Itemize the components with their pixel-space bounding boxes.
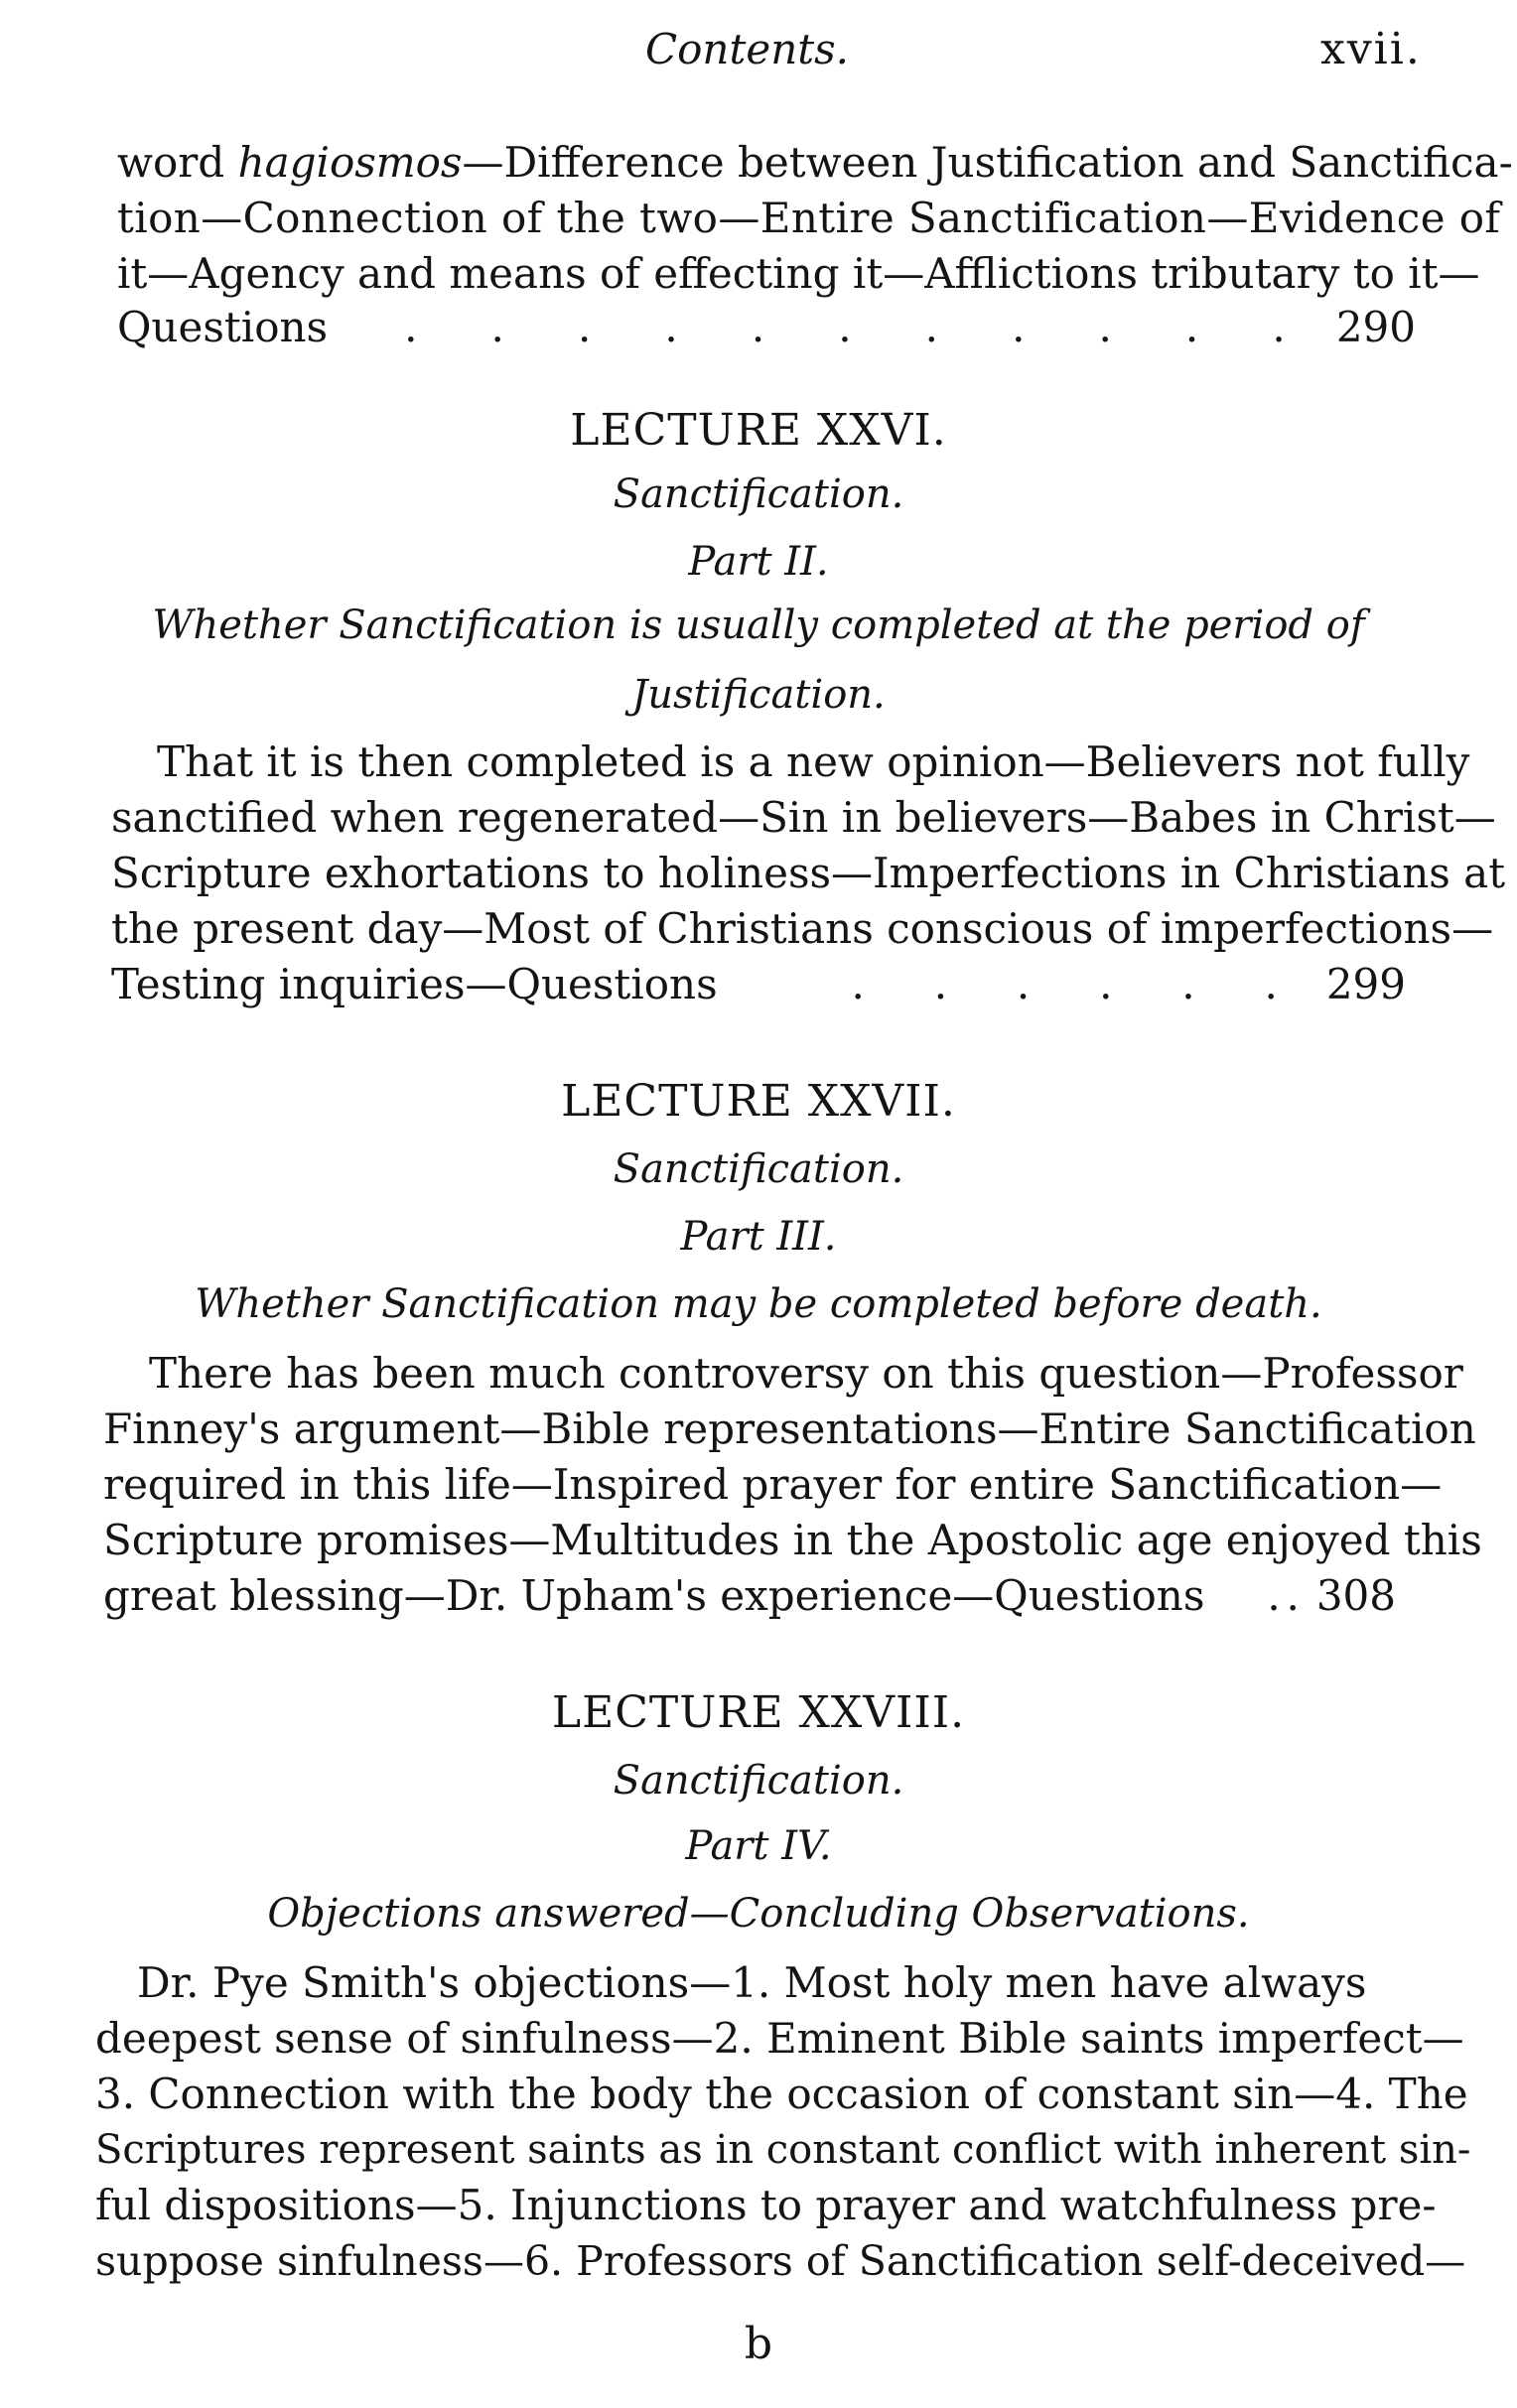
lecture-27-subject: Sanctification. bbox=[613, 1146, 904, 1192]
page-number: xvii. bbox=[1320, 24, 1422, 74]
lecture-26-part: Part II. bbox=[688, 539, 829, 585]
lecture-28-summary-3: 3. Connection with the body the occasion of constant sin—4. The bbox=[95, 2070, 1468, 2118]
lecture-28-heading: LECTURE XXVIII. bbox=[551, 1687, 966, 1738]
intro-questions: Questions bbox=[117, 303, 329, 351]
lecture-27-question: Whether Sanctification may be completed before death. bbox=[195, 1281, 1322, 1327]
lecture-28-part: Part IV. bbox=[685, 1823, 832, 1869]
intro-line-4 bbox=[117, 302, 1416, 353]
intro-term: hagiosmos bbox=[237, 138, 463, 187]
lecture-27-summary-3: required in this life—Inspired prayer for entire Sanctification— bbox=[103, 1460, 1443, 1509]
lecture-26-summary-3: Scripture exhortations to holiness—Imperfections in Christians at bbox=[111, 849, 1506, 897]
intro-line-1 bbox=[117, 137, 1513, 189]
lecture-27-part: Part III. bbox=[680, 1214, 837, 1260]
lecture-26-subject: Sanctification. bbox=[613, 471, 904, 517]
running-head-title: Contents. bbox=[645, 25, 850, 73]
leader-dots: . . . . . . . . . . . bbox=[404, 303, 1286, 351]
lecture-26-summary-4: the present day—Most of Christians conscious of imperfections— bbox=[111, 904, 1494, 953]
lecture-26-heading: LECTURE XXVI. bbox=[570, 405, 947, 456]
lecture-26-summary-2: sanctified when regenerated—Sin in believers—Babes in Christ— bbox=[111, 793, 1496, 842]
lecture-27-summary-5-text: great blessing—Dr. Upham's experience—Questions bbox=[103, 1571, 1205, 1620]
lecture-26-question-1: Whether Sanctification is usually completed at the period of bbox=[152, 602, 1365, 648]
lecture-27-page: 308 bbox=[1315, 1571, 1396, 1620]
lecture-28-summary-6: suppose sinfulness—6. Professors of Sanctification self-deceived— bbox=[95, 2237, 1466, 2285]
lecture-27-summary-5 bbox=[103, 1570, 1396, 1622]
lecture-28-summary-2: deepest sense of sinfulness—2. Eminent Bible saints imperfect— bbox=[95, 2014, 1464, 2063]
leader-dots: . . . . . . bbox=[851, 960, 1278, 1008]
lecture-27-summary-2: Finney's argument—Bible representations—Entire Sanctification bbox=[103, 1405, 1476, 1453]
intro-line-3: it—Agency and means of effecting it—Afflictions tributary to it— bbox=[117, 249, 1480, 298]
lecture-26-summary-5-text: Testing inquiries—Questions bbox=[111, 960, 718, 1008]
intro-word: word bbox=[117, 138, 225, 187]
lecture-27-summary-4: Scripture promises—Multitudes in the Apostolic age enjoyed this bbox=[103, 1516, 1482, 1564]
lecture-28-question: Objections answered—Concluding Observations. bbox=[267, 1891, 1250, 1937]
lecture-28-summary-1: Dr. Pye Smith's objections—1. Most holy men have always bbox=[137, 1958, 1367, 2007]
leader-dots: . . bbox=[1267, 1571, 1300, 1620]
lecture-28-summary-5: ful dispositions—5. Injunctions to prayer and watchfulness pre- bbox=[95, 2181, 1437, 2229]
intro-page: 290 bbox=[1335, 303, 1416, 351]
lecture-26-page: 299 bbox=[1325, 960, 1406, 1008]
lecture-28-summary-4: Scriptures represent saints as in constant conflict with inherent sin- bbox=[95, 2127, 1471, 2173]
lecture-27-heading: LECTURE XXVII. bbox=[561, 1076, 956, 1127]
lecture-28-subject: Sanctification. bbox=[613, 1758, 904, 1804]
signature-mark: b bbox=[744, 2319, 773, 2369]
intro-line-2: tion—Connection of the two—Entire Sanctification—Evidence of bbox=[117, 194, 1501, 242]
lecture-27-summary-1: There has been much controversy on this question—Professor bbox=[149, 1349, 1463, 1398]
lecture-26-question-2: Justification. bbox=[631, 672, 886, 718]
intro-rest: —Difference between Justification and Sanctifica- bbox=[462, 138, 1513, 187]
lecture-26-summary-1: That it is then completed is a new opinion—Believers not fully bbox=[157, 737, 1470, 786]
lecture-26-summary-5 bbox=[111, 959, 1406, 1010]
